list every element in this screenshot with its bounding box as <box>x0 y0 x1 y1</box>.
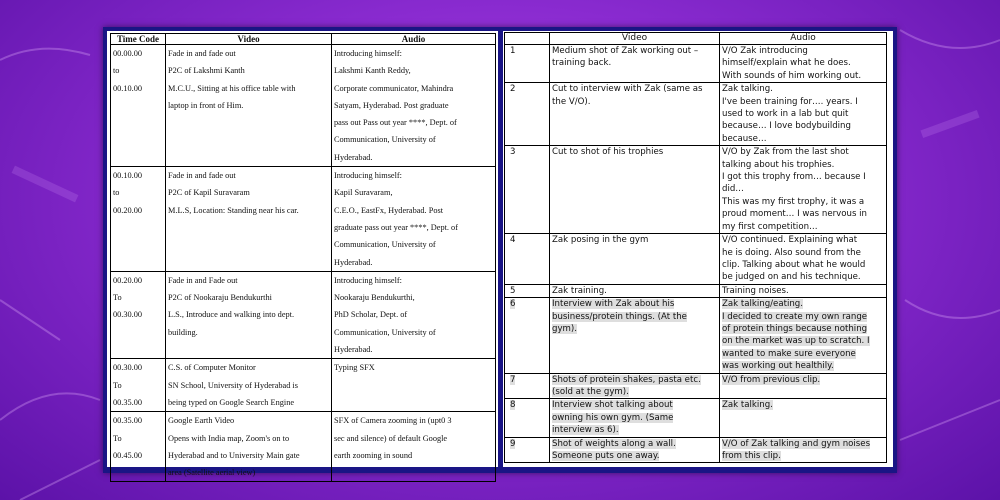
text-line: Medium shot of Zak working out – <box>552 46 699 56</box>
shot-number: 1 <box>510 46 516 56</box>
audio-cell <box>720 234 887 285</box>
text-line: because… I love bodybuilding <box>722 121 851 132</box>
text-line: 00.45.00 <box>113 450 143 460</box>
text-line: PhD Scholar, Dept. of <box>334 310 408 320</box>
text-line <box>722 311 884 323</box>
video-cell <box>550 373 720 399</box>
right-table-header <box>505 33 887 45</box>
text-line <box>552 386 717 398</box>
text-line: Lakshmi Kanth Reddy, <box>334 66 411 76</box>
left-script-table <box>110 33 496 482</box>
text-line: SFX of Camera zooming in (upt0 3 <box>334 416 452 426</box>
text-line <box>552 399 717 411</box>
video-cell <box>550 399 720 437</box>
text-line: SN School, University of Hyderabad is <box>168 380 298 390</box>
text-line: 00.35.00 <box>113 397 143 407</box>
text-line: Hyderabad and to University Main gate <box>168 450 300 460</box>
text-line: P2C of Kapil Suravaram <box>168 188 250 198</box>
video-cell <box>166 45 332 167</box>
text-line <box>722 335 884 347</box>
shot-number-cell <box>505 399 550 437</box>
time-code-cell <box>111 412 166 482</box>
shot-number-cell <box>505 83 550 146</box>
time-code-cell <box>111 271 166 358</box>
table-row <box>505 146 887 234</box>
highlighted-text: interview as 6). <box>552 425 619 436</box>
text-line: pass out Pass out year ****, Dept. of <box>334 118 457 128</box>
table-row <box>505 83 887 146</box>
highlighted-text: from this clip. <box>722 451 781 461</box>
video-cell <box>166 167 332 272</box>
shot-number: 8 <box>510 400 516 411</box>
time-code-cell <box>111 167 166 272</box>
text-line: Training noises. <box>722 285 789 296</box>
shot-number: 4 <box>510 235 516 246</box>
text-line: proud moment… I was nervous in <box>722 209 867 220</box>
text-line <box>552 438 717 450</box>
audio-cell <box>332 167 496 272</box>
header-time-code: Time Code <box>111 34 166 45</box>
shot-number: 7 <box>510 374 516 385</box>
audio-cell <box>720 298 887 373</box>
text-line: Communication, University of <box>334 240 436 250</box>
text-line: 00.35.00 <box>113 416 143 426</box>
text-line: clip. Talking about what he would <box>722 259 866 270</box>
text-line: M.L.S, Location: Standing near his car. <box>168 205 299 215</box>
table-row <box>505 284 887 297</box>
text-line: be judged on and his technique. <box>722 272 861 283</box>
video-cell <box>166 412 332 482</box>
highlighted-text: Interview with Zak about his <box>552 299 675 310</box>
text-line: laptop in front of Him. <box>168 100 244 110</box>
left-script-page <box>107 31 498 478</box>
highlighted-text: of protein things because nothing <box>722 323 868 334</box>
audio-cell <box>720 399 887 437</box>
highlighted-text: wanted to make sure everyone <box>722 348 856 359</box>
text-line: V/O continued. Explaining what <box>722 235 858 246</box>
text-line: 00.30.00 <box>113 363 143 373</box>
highlighted-text: V/O from previous clip. <box>722 374 821 385</box>
left-table-header <box>111 34 496 45</box>
shot-number-cell <box>505 298 550 373</box>
highlighted-text: Interview shot talking about <box>552 400 673 411</box>
text-line: P2C of Lakshmi Kanth <box>168 66 245 76</box>
table-row <box>505 399 887 437</box>
text-line: Cut to interview with Zak (same as <box>552 84 703 95</box>
text-line: Fade in and fade out <box>168 49 236 58</box>
highlighted-text: Shot of weights along a wall. <box>552 438 676 449</box>
shot-number: 9 <box>510 438 516 449</box>
text-line: Corporate communicator, Mahindra <box>334 83 454 93</box>
video-cell <box>166 359 332 412</box>
header-video: Video <box>550 33 720 45</box>
text-line: talking about his trophies. <box>722 159 835 170</box>
text-line: the V/O). <box>552 96 591 107</box>
video-cell <box>550 437 720 463</box>
text-line: being typed on Google Search Engine <box>168 397 295 407</box>
text-line: Zak posing in the gym <box>552 235 649 246</box>
video-cell <box>550 146 720 234</box>
table-row <box>505 298 887 373</box>
header-audio: Audio <box>720 33 887 45</box>
right-script-table <box>504 32 887 463</box>
highlighted-text: gym). <box>552 323 577 334</box>
text-line: he is doing. Also sound from the <box>722 247 861 258</box>
text-line <box>552 450 717 462</box>
audio-cell <box>332 412 496 482</box>
highlighted-text: owning his own gym. (Same <box>552 412 674 423</box>
text-line: 00.10.00 <box>113 83 143 93</box>
text-line: Hyderabad. <box>334 257 373 267</box>
text-line: did… <box>722 184 744 195</box>
text-line: Introducing himself: <box>334 275 402 285</box>
text-line: to <box>113 66 120 76</box>
shot-number-cell <box>505 284 550 297</box>
highlighted-text: on the market was up to scratch. I <box>722 336 870 347</box>
video-cell <box>550 83 720 146</box>
highlighted-text: V/O of Zak talking and gym noises <box>722 438 871 449</box>
text-line: used to work in a lab but quit <box>722 109 849 120</box>
audio-cell <box>332 45 496 167</box>
table-row <box>505 437 887 463</box>
table-row <box>505 373 887 399</box>
text-line: To <box>113 380 122 390</box>
text-line: himself/explain what he does. <box>722 58 851 69</box>
audio-cell <box>720 146 887 234</box>
text-line: training back. <box>552 58 612 69</box>
text-line <box>552 424 717 436</box>
text-line: Communication, University of <box>334 135 436 145</box>
text-line: Satyam, Hyderabad. Post graduate <box>334 100 449 110</box>
text-line <box>722 298 884 310</box>
text-line: With sounds of him working out. <box>722 70 862 81</box>
text-line: Opens with India map, Zoom's on to <box>168 433 290 443</box>
shot-number-cell <box>505 234 550 285</box>
text-line: I've been training for…. years. I <box>722 96 858 107</box>
text-line: Nookaraju Bendukurthi, <box>334 293 415 303</box>
time-code-cell <box>111 45 166 167</box>
text-line: because… <box>722 133 767 144</box>
text-line: sec and silence) of default Google <box>334 433 448 443</box>
shot-number-cell <box>505 146 550 234</box>
video-cell <box>550 45 720 83</box>
table-row <box>111 412 496 482</box>
text-line: To <box>113 293 122 303</box>
table-row <box>505 45 887 83</box>
text-line: Hyderabad. <box>334 152 373 162</box>
text-line: C.S. of Computer Monitor <box>168 363 256 373</box>
header-number <box>505 33 550 45</box>
text-line: I got this trophy from… because I <box>722 172 866 183</box>
video-cell <box>550 284 720 297</box>
text-line: earth zooming in sound <box>334 450 413 460</box>
table-row <box>111 359 496 412</box>
text-line: 00.20.00 <box>113 275 143 285</box>
text-line: building. <box>168 327 198 337</box>
table-row <box>111 167 496 272</box>
text-line: Hyderabad. <box>334 345 373 355</box>
text-line <box>722 399 884 411</box>
text-line: Fade in and fade out <box>168 171 236 181</box>
audio-cell <box>332 359 496 412</box>
text-line: 00.00.00 <box>113 49 143 58</box>
text-line <box>552 412 717 424</box>
text-line: Cut to shot of his trophies <box>552 147 664 158</box>
text-line: Introducing himself: <box>334 49 402 58</box>
highlighted-text: Someone puts one away. <box>552 451 660 461</box>
text-line: Fade in and Fade out <box>168 275 238 285</box>
table-row <box>111 45 496 167</box>
text-line: my first competition… <box>722 221 818 232</box>
text-line <box>722 323 884 335</box>
text-line: 00.10.00 <box>113 171 143 181</box>
text-line: M.C.U., Sitting at his office table with <box>168 83 296 93</box>
text-line <box>552 323 717 335</box>
text-line: graduate pass out year ****, Dept. of <box>334 222 458 232</box>
text-line: Zak training. <box>552 285 607 296</box>
highlighted-text: I decided to create my own range <box>722 311 868 322</box>
text-line: Introducing himself: <box>334 171 402 181</box>
highlighted-text: Zak talking/eating. <box>722 299 803 310</box>
highlighted-text: Zak talking. <box>722 400 773 411</box>
text-line <box>722 438 884 450</box>
text-line: C.E.O., EastFx, Hyderabad. Post <box>334 205 444 215</box>
table-row <box>111 271 496 358</box>
text-line: V/O by Zak from the last shot <box>722 147 849 158</box>
highlighted-text: business/protein things. (At the <box>552 311 687 322</box>
text-line: This was my first trophy, it was a <box>722 196 865 207</box>
text-line: Typing SFX <box>334 363 375 373</box>
shot-number: 5 <box>510 285 516 296</box>
time-code-cell <box>111 359 166 412</box>
text-line <box>722 450 884 462</box>
video-cell <box>550 234 720 285</box>
text-line: 00.20.00 <box>113 205 143 215</box>
text-line: Google Earth Video <box>168 416 235 426</box>
text-line: to <box>113 188 120 198</box>
audio-cell <box>332 271 496 358</box>
text-line: area (Satellite aerial view) <box>168 468 256 478</box>
text-line: V/O Zak introducing <box>722 46 808 56</box>
text-line: To <box>113 433 122 443</box>
highlighted-text: (sold at the gym). <box>552 386 629 397</box>
header-audio: Audio <box>332 34 496 45</box>
header-video: Video <box>166 34 332 45</box>
audio-cell <box>720 45 887 83</box>
shot-number-cell <box>505 437 550 463</box>
text-line: 00.30.00 <box>113 310 143 320</box>
text-line: Kapil Suravaram, <box>334 188 393 198</box>
shot-number: 6 <box>510 299 516 310</box>
right-script-page <box>503 31 893 467</box>
shot-number-cell <box>505 373 550 399</box>
text-line <box>552 298 717 310</box>
video-cell <box>550 298 720 373</box>
shot-number-cell <box>505 45 550 83</box>
highlighted-text: was working out healthily. <box>722 361 834 372</box>
video-cell <box>166 271 332 358</box>
text-line: P2C of Nookaraju Bendukurthi <box>168 293 272 303</box>
shot-number: 3 <box>510 147 516 158</box>
table-row <box>505 234 887 285</box>
text-line <box>722 360 884 372</box>
text-line: Zak talking. <box>722 84 773 95</box>
text-line: Communication, University of <box>334 327 436 337</box>
text-line <box>722 348 884 360</box>
text-line: L.S., Introduce and walking into dept. <box>168 310 295 320</box>
audio-cell <box>720 437 887 463</box>
text-line <box>552 374 717 386</box>
text-line <box>552 311 717 323</box>
shot-number: 2 <box>510 84 516 95</box>
highlighted-text: Shots of protein shakes, pasta etc. <box>552 374 701 385</box>
audio-cell <box>720 284 887 297</box>
text-line <box>722 374 884 386</box>
audio-cell <box>720 373 887 399</box>
audio-cell <box>720 83 887 146</box>
